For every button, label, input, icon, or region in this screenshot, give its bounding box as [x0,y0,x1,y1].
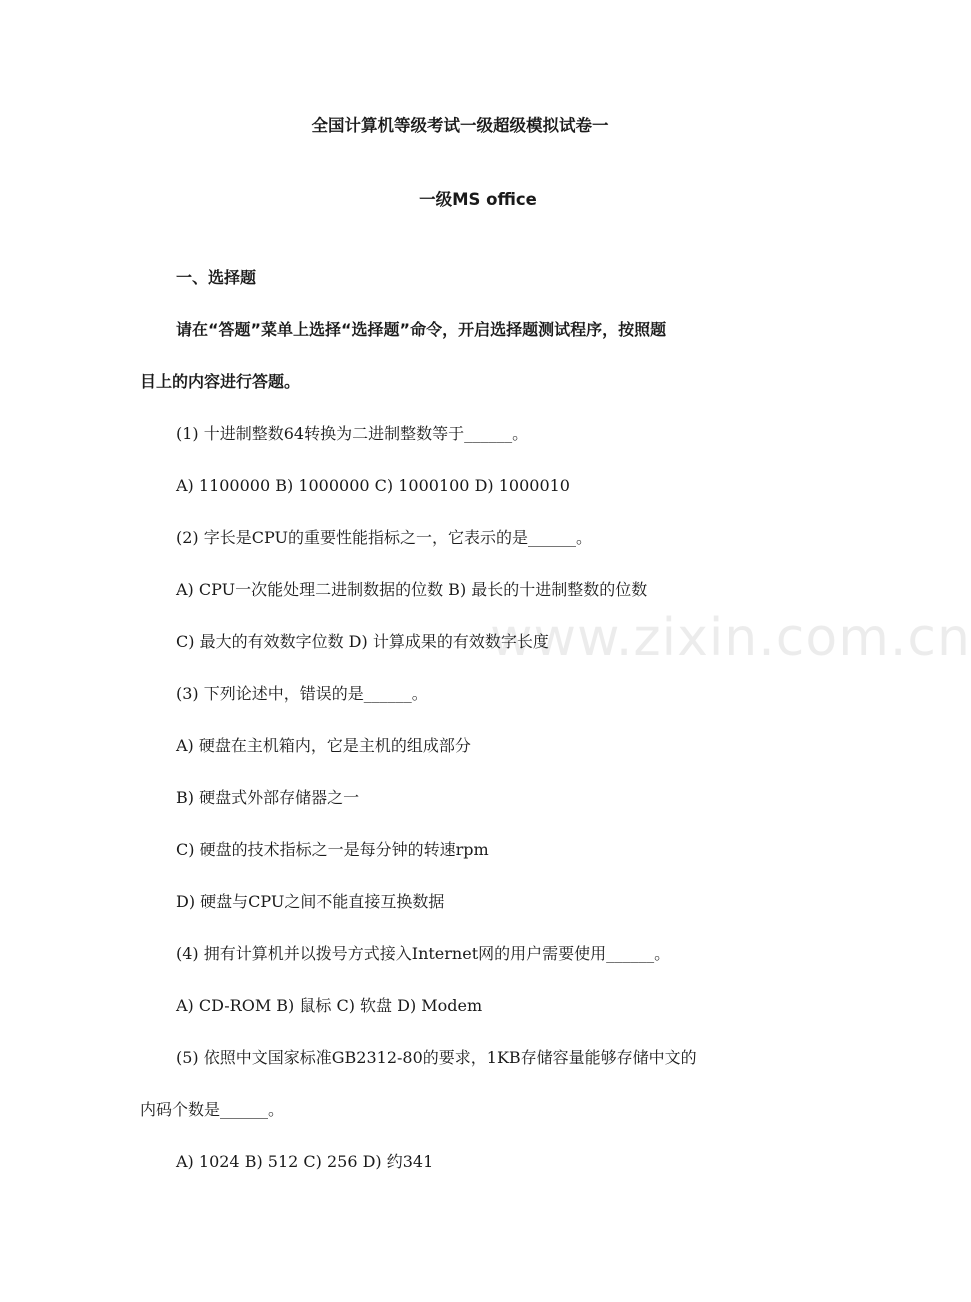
document-subtitle: 一级MS office [419,190,537,209]
question-5-line-2: 内码个数是______。 [140,1100,285,1119]
question-3-option-b: B) 硬盘式外部存储器之一 [176,788,360,807]
section-heading: 一、选择题 [176,268,257,287]
document-title: 全国计算机等级考试一级超级模拟试卷一 [311,116,609,135]
question-3-option-a: A) 硬盘在主机箱内，它是主机的组成部分 [176,736,471,755]
question-4: (4) 拥有计算机并以拨号方式接入Internet网的用户需要使用______。 [176,944,671,963]
question-3-option-d: D) 硬盘与CPU之间不能直接互换数据 [176,892,445,911]
question-2: (2) 字长是CPU的重要性能指标之一，它表示的是______。 [176,528,592,547]
question-5-line-1: (5) 依照中文国家标准GB2312-80的要求，1KB存储容量能够存储中文的 [176,1048,697,1067]
question-1: (1) 十进制整数64转换为二进制整数等于______。 [176,424,529,443]
question-5-options: A) 1024 B) 512 C) 256 D) 约341 [176,1152,434,1171]
question-1-options: A) 1100000 B) 1000000 C) 1000100 D) 1000010 [176,476,570,495]
watermark: www.zixin.com.cn [490,608,971,668]
question-4-options: A) CD-ROM B) 鼠标 C) 软盘 D) Modem [176,996,483,1015]
question-2-options-line-1: A) CPU一次能处理二进制数据的位数 B) 最长的十进制整数的位数 [176,580,648,599]
instruction-line-2: 目上的内容进行答题。 [140,372,301,391]
question-3-option-c: C) 硬盘的技术指标之一是每分钟的转速rpm [176,840,489,859]
question-3: (3) 下列论述中，错误的是______。 [176,684,428,703]
question-2-options-line-2: C) 最大的有效数字位数 D) 计算成果的有效数字长度 [176,632,549,651]
instruction-line-1: 请在“答题”菜单上选择“选择题”命令，开启选择题测试程序，按照题 [176,320,667,339]
